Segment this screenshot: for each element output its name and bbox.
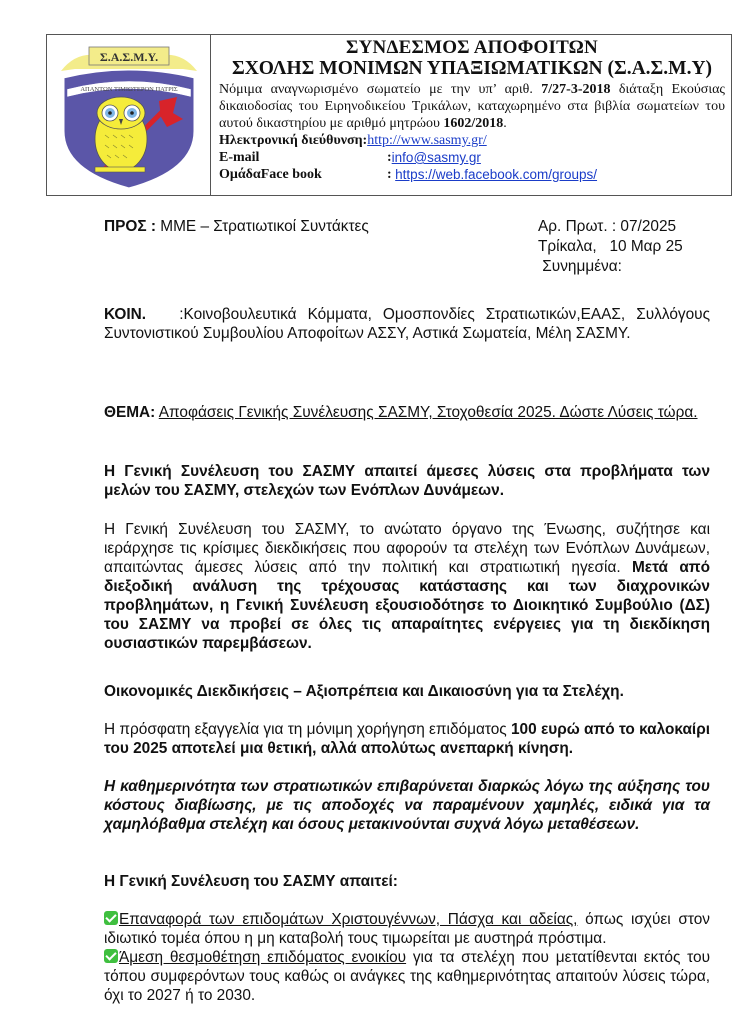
demand-item [104,948,710,1005]
reference-block [538,217,683,277]
demand-text: για τα στελέχη που μετατίθενται εκτός του τόπου συμφερόντων τους καθώς οι ανάγκες της καθημερινότητας απαιτούν λύσεις τώρα, όχι το 2027 ή το 2030. [104,949,710,1004]
demands-heading: Η Γενική Συνέλευση του ΣΑΣΜΥ απαιτεί: [104,873,398,890]
org-title-line2: ΣΧΟΛΗΣ ΜΟΝΙΜΩΝ ΥΠΑΞΙΩΜΑΤΙΚΩΝ (Σ.Α.Σ.Μ.Υ) [231,58,713,79]
recipient-label: ΠΡΟΣ : [104,218,156,235]
email-row [219,149,725,166]
registry-number: 1602/2018 [443,116,504,131]
demand-item [104,910,710,948]
facebook-link[interactable]: https://web.facebook.com/groups/ [395,167,598,182]
cc-block [104,305,715,343]
protocol-number: Αρ. Πρωτ. : 07/2025 [538,218,677,235]
paragraph-2 [104,720,710,758]
decree-number: 7/27-3-2018 [541,82,611,97]
place-date: Τρίκαλα, 10 Μαρ 25 [538,238,683,255]
org-title-line1: ΣΥΝΔΕΣΜΟΣ ΑΠΟΦΟΙΤΩΝ [346,37,598,58]
email-label: E-mail [219,150,260,165]
website-label: Ηλεκτρονική διεύθυνση: [219,133,368,148]
subject-label: ΘΕΜΑ: [104,404,156,421]
paragraph-2-bold: 100 ευρώ από το καλοκαίρι του 2025 αποτελεί μια θετική, αλλά απολύτως ανεπαρκή κίνηση. [104,721,711,757]
cc-label: ΚΟΙΝ. [104,306,147,323]
headline: Η Γενική Συνέλευση του ΣΑΣΜΥ απαιτεί άμεσες λύσεις στα προβλήματα των μελών του ΣΑΣΜΥ, στελεχών των Ενόπλων Δυνάμεων. [104,463,710,499]
recipient-value: ΜΜΕ – Στρατιωτικοί Συντάκτες [156,218,369,235]
website-row [219,132,725,149]
desc-text: διάταξη Εκούσιας δικαιοδοσίας του Ειρηνοδικείου Τρικάλων, καταχωρημένο στα βιβλία σωματείων του αυτού δικαστηρίου με αριθμό μητρώου [219,82,725,131]
demand-text: όπως ισχύει στον ιδιωτικό τομέα όπου η μη καταβολή τους τιμωρείται με αυστηρά πρόστιμα. [104,911,710,947]
svg-text:ΑΠΑΝΤΩΝ ΤΙΜΙΩΤΕΡΟΝ ΠΑΤΡΙΣ: ΑΠΑΝΤΩΝ ΤΙΜΙΩΤΕΡΟΝ ΠΑΤΡΙΣ [79,86,178,93]
facebook-separator: : [387,167,396,182]
svg-text:Σ.Α.Σ.Μ.Υ.: Σ.Α.Σ.Μ.Υ. [99,50,158,64]
website-link[interactable]: http://www.sasmy.gr/ [367,133,487,148]
paragraph-1-text: Η Γενική Συνέλευση του ΣΑΣΜΥ, το ανώτατο όργανο της Ένωσης, συζήτησε και ιεράρχησε τις κρίσιμες διεκδικήσεις που αφορούν τα στελέχη των Ενόπλων Δυνάμεων, απαιτώντας άμεσες λύσεις από την πολιτική και στρατιωτική ηγεσία. [104,521,710,576]
cc-value: :Κοινοβουλευτικά Κόμματα, Ομοσπονδίες Στρατιωτικών,ΕΑΑΣ, Συλλόγους Συντονιστικού Συμβουλίου Αποφοίτων ΑΣΣΥ, Αστικά Σωματεία, Μέλη ΣΑΣΜΥ. [104,306,715,342]
email-separator: : [387,150,392,165]
demand-title: Άμεση θεσμοθέτηση επιδόματος ενοικίου [119,949,407,966]
sasmy-emblem-icon [55,39,203,191]
demands-list [104,910,710,1005]
facebook-row [219,166,725,183]
paragraph-2-text: Η πρόσφατη εξαγγελία για τη μόνιμη χορήγηση επιδόματος [104,721,511,738]
paragraph-1-bold: Μετά από διεξοδική ανάλυση της τρέχουσας κατάστασης και των διαχρονικών προβλημάτων, η Γενική Συνέλευση εξουσιοδότησε το Διοικητικό Συμβούλιο (ΔΣ) του ΣΑΣΜΥ να προβεί σε όλες τις απαραίτητες ενέργειες για τη διεκδίκηση ουσιαστικών παρεμβάσεων. [104,559,710,652]
desc-text: Νόμιμα αναγνωρισμένο σωματείο με την υπ’ αριθ. [219,82,542,97]
check-mark-button-icon [104,949,118,963]
letterhead [46,34,732,196]
subject-block [104,403,710,422]
paragraph-3: Η καθημερινότητα των στρατιωτικών επιβαρύνεται διαρκώς λόγω της αύξησης του κόστους διαβίωσης, με τις αποδοχές να παραμένουν χαμηλές, ειδικά για τα χαμηλόβαθμα στελέχη και όσους μετακινούνται συχνά λόγω μεταθέσεων. [104,778,710,833]
paragraph-1 [104,520,710,653]
recipient-line [104,217,524,236]
org-description [219,81,725,132]
check-mark-button-icon [104,911,118,925]
section-heading: Οικονομικές Διεκδικήσεις – Αξιοπρέπεια και Δικαιοσύνη για τα Στελέχη. [104,683,624,700]
subject-value: Αποφάσεις Γενικής Συνέλευσης ΣΑΣΜΥ, Στοχοθεσία 2025. Δώστε Λύσεις τώρα. [158,404,698,421]
facebook-label: ΟμάδαFace book [219,167,322,182]
letterhead-text [211,35,731,195]
email-link[interactable]: info@sasmy.gr [391,150,481,165]
demand-title: Επαναφορά των επιδομάτων Χριστουγέννων, Πάσχα και αδείας, [119,911,578,928]
desc-text: . [503,116,507,131]
logo-cell [47,35,211,195]
attachments: Συνημμένα: [538,258,622,275]
